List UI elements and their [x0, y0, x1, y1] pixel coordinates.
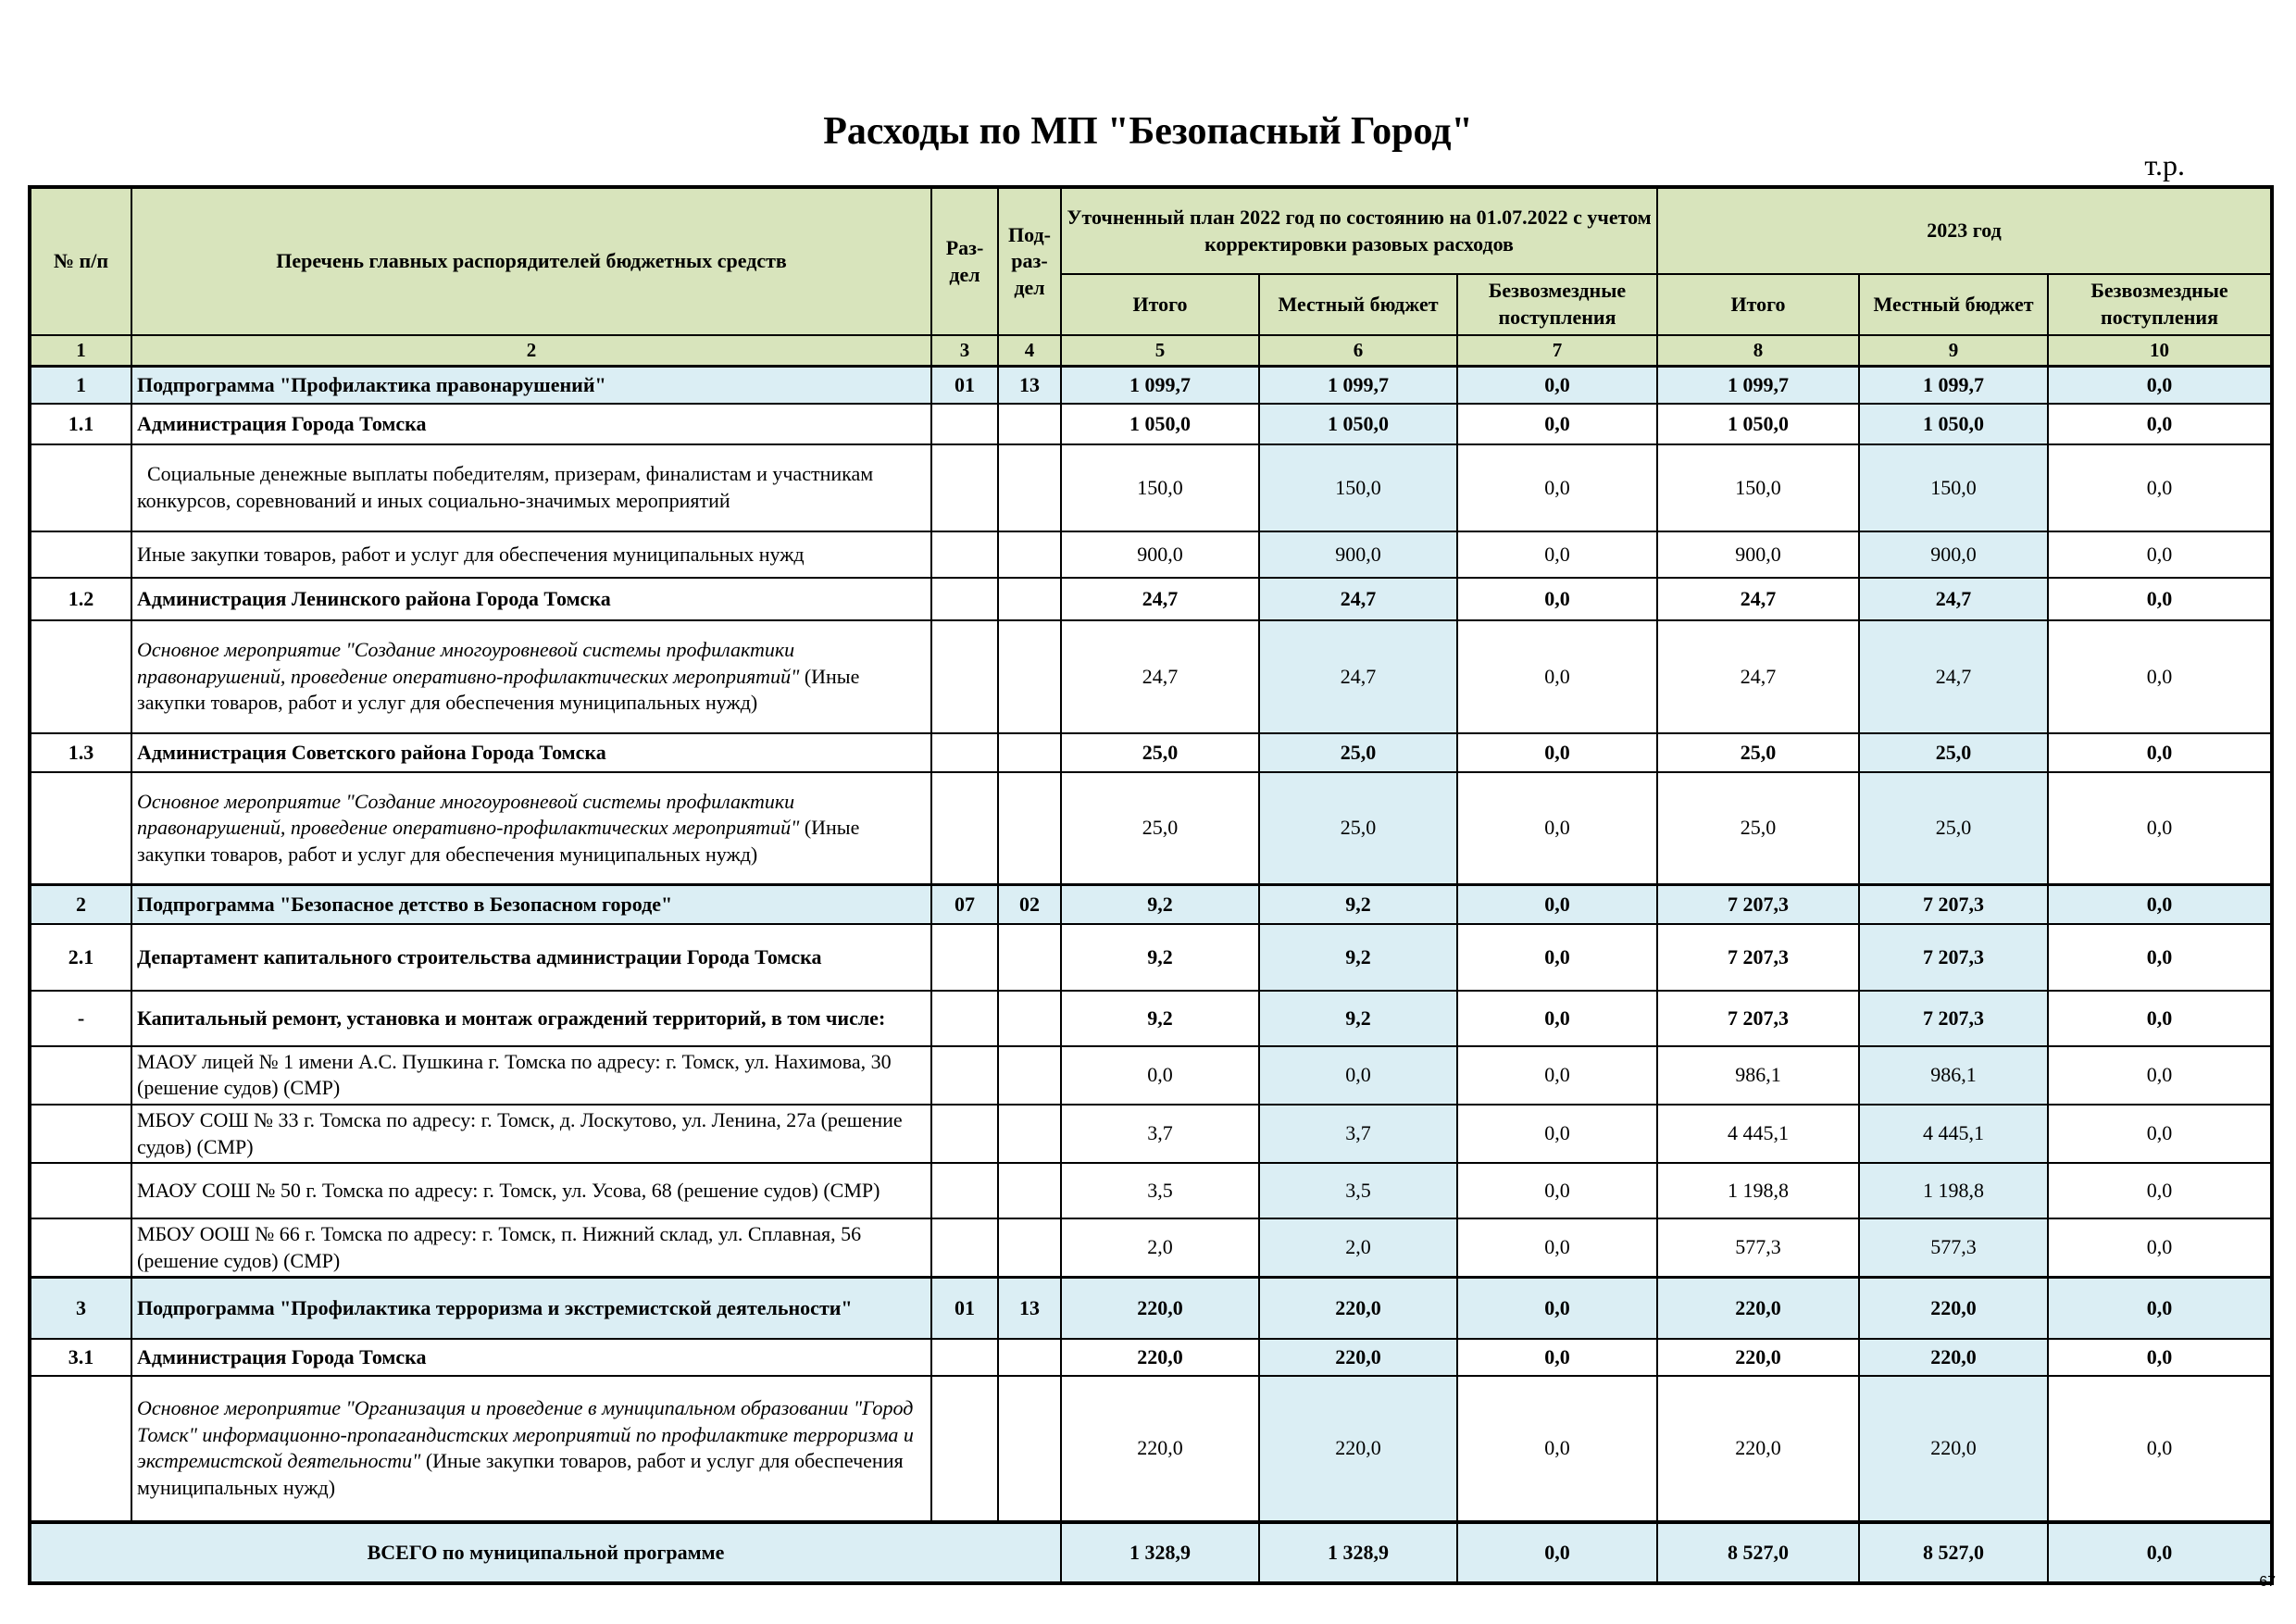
total-value: 0,0 [1457, 1522, 1657, 1583]
row-value: 220,0 [1061, 1339, 1259, 1376]
row-value: 24,7 [1259, 620, 1457, 733]
col-number: 2 [131, 335, 931, 367]
row-value: 0,0 [1457, 367, 1657, 404]
row-number: 2.1 [30, 924, 131, 991]
row-value: 0,0 [2048, 991, 2272, 1046]
row-value: 25,0 [1657, 733, 1859, 772]
row-name-activity: Основное мероприятие "Создание многоуровневой системы профилактики правонарушений, проведение оперативно-профилактических мероприятий" [137, 789, 800, 840]
row-value: 24,7 [1859, 620, 2048, 733]
row-razdel: 01 [931, 367, 998, 404]
column-numbers-row [30, 335, 2272, 367]
row-value: 0,0 [1457, 1218, 1657, 1278]
row-number: 3 [30, 1278, 131, 1339]
row-value: 0,0 [1457, 924, 1657, 991]
table-row [30, 1376, 2272, 1522]
table-row [30, 1278, 2272, 1339]
row-value: 1 050,0 [1259, 404, 1457, 444]
col-number: 4 [998, 335, 1061, 367]
row-value: 7 207,3 [1657, 991, 1859, 1046]
row-razdel [931, 1105, 998, 1163]
row-number [30, 1046, 131, 1105]
row-name: Департамент капитального строительства администрации Города Томска [131, 924, 931, 991]
row-razdel: 01 [931, 1278, 998, 1339]
row-value: 1 050,0 [1657, 404, 1859, 444]
row-name: Подпрограмма "Профилактика терроризма и экстремистской деятельности" [131, 1278, 931, 1339]
row-name: Администрация Ленинского района Города Томска [131, 578, 931, 620]
row-number [30, 1163, 131, 1218]
col-number: 5 [1061, 335, 1259, 367]
table-row [30, 733, 2272, 772]
row-razdel [931, 991, 998, 1046]
row-value: 150,0 [1061, 444, 1259, 531]
row-podrazdel: 02 [998, 885, 1061, 924]
table-row [30, 404, 2272, 444]
row-value: 0,0 [1457, 444, 1657, 531]
row-razdel [931, 404, 998, 444]
total-label: ВСЕГО по муниципальной программе [30, 1522, 1061, 1583]
row-value: 150,0 [1657, 444, 1859, 531]
row-value: 0,0 [2048, 924, 2272, 991]
header-bezvoz-2023: Безвозмездные поступления [2048, 274, 2272, 335]
row-value: 1 099,7 [1259, 367, 1457, 404]
table-row [30, 1105, 2272, 1163]
row-value: 150,0 [1259, 444, 1457, 531]
table-row [30, 885, 2272, 924]
row-name-note: (Иные закупки товаров, работ и услуг для обеспечения муниципальных нужд) [137, 664, 860, 715]
row-value: 0,0 [1457, 1376, 1657, 1522]
row-value: 986,1 [1859, 1046, 2048, 1105]
row-value: 3,7 [1061, 1105, 1259, 1163]
row-value: 1 198,8 [1859, 1163, 2048, 1218]
row-value: 900,0 [1259, 531, 1457, 578]
total-value: 1 328,9 [1259, 1522, 1457, 1583]
table-row [30, 620, 2272, 733]
row-value: 9,2 [1061, 924, 1259, 991]
row-value: 2,0 [1061, 1218, 1259, 1278]
row-value: 25,0 [1859, 733, 2048, 772]
row-razdel [931, 531, 998, 578]
row-podrazdel [998, 991, 1061, 1046]
row-value: 0,0 [1457, 991, 1657, 1046]
row-number: 1.2 [30, 578, 131, 620]
row-value: 1 198,8 [1657, 1163, 1859, 1218]
table-row [30, 1046, 2272, 1105]
row-name: Подпрограмма "Профилактика правонарушений" [131, 367, 931, 404]
col-number: 8 [1657, 335, 1859, 367]
row-value: 3,5 [1061, 1163, 1259, 1218]
row-podrazdel [998, 1339, 1061, 1376]
row-value: 1 099,7 [1859, 367, 2048, 404]
row-value: 900,0 [1657, 531, 1859, 578]
row-number: 2 [30, 885, 131, 924]
row-number: 3.1 [30, 1339, 131, 1376]
row-value: 0,0 [2048, 1376, 2272, 1522]
row-value: 2,0 [1259, 1218, 1457, 1278]
row-name: МБОУ ООШ № 66 г. Томска по адресу: г. Томск, п. Нижний склад, ул. Сплавная, 56 (решение судов) (СМР) [131, 1218, 931, 1278]
row-name: Иные закупки товаров, работ и услуг для обеспечения муниципальных нужд [131, 531, 931, 578]
row-name-note: (Иные закупки товаров, работ и услуг для обеспечения муниципальных нужд) [137, 1449, 904, 1499]
col-number: 7 [1457, 335, 1657, 367]
row-value: 0,0 [1457, 1046, 1657, 1105]
header-num: № п/п [30, 187, 131, 335]
row-value: 577,3 [1859, 1218, 2048, 1278]
row-value: 25,0 [1061, 772, 1259, 885]
row-value: 220,0 [1259, 1278, 1457, 1339]
row-value: 220,0 [1061, 1376, 1259, 1522]
row-value: 25,0 [1061, 733, 1259, 772]
row-number: - [30, 991, 131, 1046]
row-name: МБОУ СОШ № 33 г. Томска по адресу: г. Томск, д. Лоскутово, ул. Ленина, 27а (решение судов) (СМР) [131, 1105, 931, 1163]
row-podrazdel [998, 733, 1061, 772]
row-razdel [931, 444, 998, 531]
row-value: 7 207,3 [1859, 924, 2048, 991]
row-value: 1 050,0 [1859, 404, 2048, 444]
row-value: 7 207,3 [1657, 924, 1859, 991]
row-name [131, 772, 931, 885]
row-value: 0,0 [1457, 578, 1657, 620]
row-razdel [931, 578, 998, 620]
row-number: 1 [30, 367, 131, 404]
row-podrazdel [998, 444, 1061, 531]
row-value: 1 099,7 [1061, 367, 1259, 404]
row-razdel [931, 1376, 998, 1522]
row-value: 24,7 [1061, 620, 1259, 733]
row-value: 0,0 [2048, 404, 2272, 444]
row-name [131, 1376, 931, 1522]
header-podrazdel: Под-раз-дел [998, 187, 1061, 335]
row-value: 7 207,3 [1859, 885, 2048, 924]
row-value: 220,0 [1259, 1376, 1457, 1522]
row-value: 220,0 [1657, 1278, 1859, 1339]
table-row [30, 924, 2272, 991]
table-row [30, 1218, 2272, 1278]
row-value: 4 445,1 [1859, 1105, 2048, 1163]
row-value: 1 099,7 [1657, 367, 1859, 404]
row-name-activity: Основное мероприятие "Создание многоуровневой системы профилактики правонарушений, проведение оперативно-профилактических мероприятий" [137, 637, 800, 688]
row-value: 9,2 [1061, 991, 1259, 1046]
row-value: 900,0 [1859, 531, 2048, 578]
header-plan-2022: Уточненный план 2022 год по состоянию на 01.07.2022 с учетом корректировки разовых расходов [1061, 187, 1657, 274]
header-mestny-2022: Местный бюджет [1259, 274, 1457, 335]
page-number: 67 [2259, 1574, 2276, 1590]
row-number [30, 772, 131, 885]
col-number: 1 [30, 335, 131, 367]
row-podrazdel [998, 1105, 1061, 1163]
row-name: МАОУ лицей № 1 имени А.С. Пушкина г. Томска по адресу: г. Томск, ул. Нахимова, 30 (решение судов) (СМР) [131, 1046, 931, 1105]
row-value: 0,0 [1259, 1046, 1457, 1105]
row-number [30, 531, 131, 578]
row-razdel [931, 772, 998, 885]
row-value: 0,0 [2048, 1218, 2272, 1278]
expenses-table [28, 185, 2274, 1585]
table-row [30, 1163, 2272, 1218]
col-number: 3 [931, 335, 998, 367]
row-value: 1 050,0 [1061, 404, 1259, 444]
row-name: Администрация Города Томска [131, 404, 931, 444]
row-name: Капитальный ремонт, установка и монтаж ограждений территорий, в том числе: [131, 991, 931, 1046]
header-itogo-2023: Итого [1657, 274, 1859, 335]
row-podrazdel [998, 1163, 1061, 1218]
row-value: 220,0 [1859, 1339, 2048, 1376]
row-value: 220,0 [1259, 1339, 1457, 1376]
total-value: 8 527,0 [1859, 1522, 2048, 1583]
row-value: 9,2 [1061, 885, 1259, 924]
row-value: 577,3 [1657, 1218, 1859, 1278]
row-value: 220,0 [1859, 1278, 2048, 1339]
row-razdel: 07 [931, 885, 998, 924]
row-value: 220,0 [1657, 1376, 1859, 1522]
row-razdel [931, 1339, 998, 1376]
row-razdel [931, 1046, 998, 1105]
row-value: 0,0 [2048, 1163, 2272, 1218]
row-number [30, 1218, 131, 1278]
row-value: 0,0 [2048, 1339, 2272, 1376]
row-value: 0,0 [1457, 404, 1657, 444]
row-value: 0,0 [1457, 1278, 1657, 1339]
table-row [30, 991, 2272, 1046]
row-name: МАОУ СОШ № 50 г. Томска по адресу: г. Томск, ул. Усова, 68 (решение судов) (СМР) [131, 1163, 931, 1218]
row-value: 0,0 [2048, 772, 2272, 885]
row-podrazdel [998, 1046, 1061, 1105]
row-value: 25,0 [1657, 772, 1859, 885]
total-value: 8 527,0 [1657, 1522, 1859, 1583]
row-podrazdel [998, 404, 1061, 444]
table-row [30, 531, 2272, 578]
row-value: 24,7 [1859, 578, 2048, 620]
row-value: 900,0 [1061, 531, 1259, 578]
row-value: 3,5 [1259, 1163, 1457, 1218]
row-value: 0,0 [1457, 1163, 1657, 1218]
row-value: 0,0 [1061, 1046, 1259, 1105]
table-row [30, 1339, 2272, 1376]
row-value: 7 207,3 [1657, 885, 1859, 924]
table-row [30, 444, 2272, 531]
row-value: 0,0 [1457, 1105, 1657, 1163]
row-name [131, 620, 931, 733]
row-razdel [931, 1218, 998, 1278]
row-podrazdel [998, 924, 1061, 991]
total-value: 0,0 [2048, 1522, 2272, 1583]
row-value: 0,0 [1457, 531, 1657, 578]
row-number [30, 444, 131, 531]
row-name: Администрация Города Томска [131, 1339, 931, 1376]
row-name-activity: Основное мероприятие "Организация и проведение в муниципальном образовании "Город Томск" информационно-пропагандистских мероприятий по профилактике терроризма и экстремистской деятельности" [137, 1396, 914, 1473]
row-value: 0,0 [2048, 444, 2272, 531]
row-value: 0,0 [2048, 733, 2272, 772]
row-value: 24,7 [1657, 578, 1859, 620]
row-value: 24,7 [1259, 578, 1457, 620]
row-value: 0,0 [1457, 620, 1657, 733]
header-bezvoz-2022: Безвозмездные поступления [1457, 274, 1657, 335]
row-razdel [931, 733, 998, 772]
row-value: 220,0 [1061, 1278, 1259, 1339]
total-row [30, 1522, 2272, 1583]
table-row [30, 772, 2272, 885]
header-razdel: Раз-дел [931, 187, 998, 335]
row-podrazdel [998, 772, 1061, 885]
row-value: 0,0 [2048, 367, 2272, 404]
col-number: 9 [1859, 335, 2048, 367]
row-podrazdel: 13 [998, 367, 1061, 404]
row-value: 220,0 [1859, 1376, 2048, 1522]
row-value: 0,0 [1457, 733, 1657, 772]
row-podrazdel [998, 1218, 1061, 1278]
row-value: 4 445,1 [1657, 1105, 1859, 1163]
col-number: 10 [2048, 335, 2272, 367]
header-mestny-2023: Местный бюджет [1859, 274, 2048, 335]
row-name-note: (Иные закупки товаров, работ и услуг для обеспечения муниципальных нужд) [137, 816, 860, 866]
header-name: Перечень главных распорядителей бюджетных средств [131, 187, 931, 335]
row-value: 0,0 [2048, 531, 2272, 578]
row-number: 1.1 [30, 404, 131, 444]
row-value: 0,0 [2048, 578, 2272, 620]
total-value: 1 328,9 [1061, 1522, 1259, 1583]
row-razdel [931, 924, 998, 991]
row-value: 9,2 [1259, 991, 1457, 1046]
row-value: 9,2 [1259, 885, 1457, 924]
row-name: Администрация Советского района Города Томска [131, 733, 931, 772]
table-row [30, 578, 2272, 620]
row-value: 0,0 [2048, 885, 2272, 924]
row-value: 220,0 [1657, 1339, 1859, 1376]
row-value: 0,0 [2048, 1105, 2272, 1163]
row-value: 986,1 [1657, 1046, 1859, 1105]
unit-label: т.р. [2144, 148, 2185, 181]
row-value: 0,0 [1457, 772, 1657, 885]
row-value: 3,7 [1259, 1105, 1457, 1163]
row-value: 25,0 [1859, 772, 2048, 885]
row-podrazdel [998, 578, 1061, 620]
header-itogo-2022: Итого [1061, 274, 1259, 335]
row-value: 0,0 [2048, 1278, 2272, 1339]
row-podrazdel [998, 1376, 1061, 1522]
header-year-2023: 2023 год [1657, 187, 2272, 274]
row-number [30, 1376, 131, 1522]
row-number: 1.3 [30, 733, 131, 772]
row-value: 24,7 [1657, 620, 1859, 733]
row-podrazdel [998, 620, 1061, 733]
row-value: 24,7 [1061, 578, 1259, 620]
row-name: Подпрограмма "Безопасное детство в Безопасном городе" [131, 885, 931, 924]
row-razdel [931, 1163, 998, 1218]
row-name: Социальные денежные выплаты победителям, призерам, финалистам и участникам конкурсов, соревнований и иных социально-значимых мероприятий [131, 444, 931, 531]
table-row [30, 367, 2272, 404]
row-razdel [931, 620, 998, 733]
row-value: 0,0 [2048, 1046, 2272, 1105]
row-podrazdel: 13 [998, 1278, 1061, 1339]
row-value: 0,0 [2048, 620, 2272, 733]
col-number: 6 [1259, 335, 1457, 367]
row-value: 0,0 [1457, 1339, 1657, 1376]
row-value: 7 207,3 [1859, 991, 2048, 1046]
row-value: 25,0 [1259, 772, 1457, 885]
row-podrazdel [998, 531, 1061, 578]
row-value: 9,2 [1259, 924, 1457, 991]
row-number [30, 1105, 131, 1163]
row-number [30, 620, 131, 733]
row-value: 25,0 [1259, 733, 1457, 772]
row-value: 0,0 [1457, 885, 1657, 924]
row-value: 150,0 [1859, 444, 2048, 531]
page-title: Расходы по МП "Безопасный Город" [823, 110, 1473, 153]
